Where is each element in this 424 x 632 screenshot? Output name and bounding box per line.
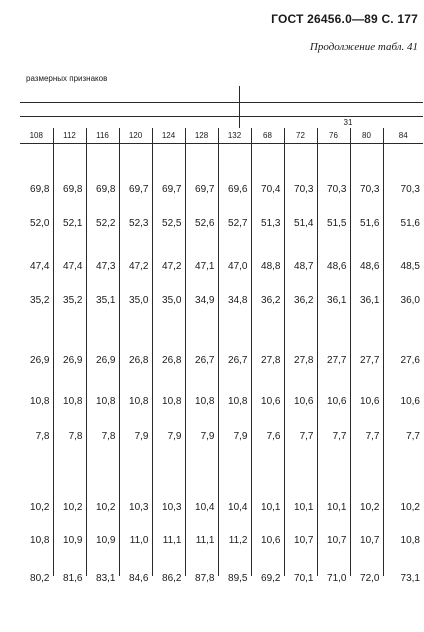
table-cell: 10,8 bbox=[30, 535, 50, 546]
table-cell: 10,1 bbox=[294, 502, 314, 513]
column-header: 116 bbox=[86, 128, 119, 144]
table-cell: 89,5 bbox=[228, 573, 248, 584]
column-header: 108 bbox=[20, 128, 53, 144]
table-cell: 48,6 bbox=[327, 261, 347, 272]
table-cell: 48,5 bbox=[400, 261, 420, 272]
table-cell: 11,0 bbox=[129, 535, 149, 546]
table-cell: 26,9 bbox=[96, 355, 116, 366]
table-cell: 70,3 bbox=[400, 184, 420, 195]
table-column-cell bbox=[20, 144, 53, 584]
table-column-cell bbox=[185, 144, 218, 584]
table-cell: 7,7 bbox=[299, 431, 314, 442]
table-cell: 10,4 bbox=[195, 502, 215, 513]
table-cell: 52,0 bbox=[30, 218, 50, 229]
table-cell: 69,7 bbox=[129, 184, 149, 195]
column-header: 120 bbox=[119, 128, 152, 144]
column-header: 76 bbox=[317, 128, 350, 144]
table-cell: 10,1 bbox=[261, 502, 281, 513]
column-header: 84 bbox=[383, 128, 423, 144]
table-caption: размерных признаков bbox=[26, 74, 108, 83]
table-cell: 84,6 bbox=[129, 573, 149, 584]
header-rule-top bbox=[20, 102, 423, 103]
table-cell: 7,7 bbox=[406, 431, 420, 442]
table-column-cell bbox=[119, 144, 152, 584]
table-cell: 10,6 bbox=[294, 396, 314, 407]
table-cell: 7,7 bbox=[332, 431, 347, 442]
table-cell: 70,1 bbox=[294, 573, 314, 584]
column-header: 132 bbox=[218, 128, 251, 144]
table-cell: 7,9 bbox=[200, 431, 215, 442]
table-cell: 51,3 bbox=[261, 218, 281, 229]
table-cell: 10,3 bbox=[162, 502, 182, 513]
table-continuation-label: Продолжение табл. 41 bbox=[309, 41, 418, 53]
table-column-cell bbox=[86, 144, 119, 584]
table-cell: 47,3 bbox=[96, 261, 116, 272]
table-cell: 36,1 bbox=[327, 295, 347, 306]
table-cell: 35,2 bbox=[30, 295, 50, 306]
table-cell: 10,8 bbox=[162, 396, 182, 407]
table-cell: 10,8 bbox=[30, 396, 50, 407]
table-cell: 27,8 bbox=[294, 355, 314, 366]
measurements-table bbox=[20, 128, 423, 584]
table-cell: 70,3 bbox=[360, 184, 380, 195]
table-cell: 52,6 bbox=[195, 218, 215, 229]
table-cell: 11,1 bbox=[162, 535, 182, 546]
table-cell: 10,2 bbox=[63, 502, 83, 513]
table-cell: 52,7 bbox=[228, 218, 248, 229]
table-cell: 47,4 bbox=[30, 261, 50, 272]
table-cell: 51,6 bbox=[400, 218, 420, 229]
column-header: 80 bbox=[350, 128, 383, 144]
table-cell: 11,2 bbox=[228, 535, 248, 546]
group-divider bbox=[239, 86, 240, 128]
table-column-cell bbox=[251, 144, 284, 584]
table-cell: 87,8 bbox=[195, 573, 215, 584]
table-cell: 86,2 bbox=[162, 573, 182, 584]
table-cell: 69,7 bbox=[162, 184, 182, 195]
table-cell: 26,8 bbox=[129, 355, 149, 366]
table-cell: 52,2 bbox=[96, 218, 116, 229]
table-column-cell bbox=[383, 144, 423, 584]
table-cell: 10,6 bbox=[400, 396, 420, 407]
table-cell: 34,8 bbox=[228, 295, 248, 306]
table-cell: 47,4 bbox=[63, 261, 83, 272]
table-cell: 26,7 bbox=[195, 355, 215, 366]
table-cell: 47,2 bbox=[129, 261, 149, 272]
table-cell: 10,8 bbox=[195, 396, 215, 407]
table-cell: 10,8 bbox=[228, 396, 248, 407]
table-cell: 27,6 bbox=[400, 355, 420, 366]
table-cell: 69,2 bbox=[261, 573, 281, 584]
table-cell: 51,6 bbox=[360, 218, 380, 229]
table-cell: 10,9 bbox=[63, 535, 83, 546]
table-cell: 10,7 bbox=[360, 535, 380, 546]
table-cell: 26,9 bbox=[63, 355, 83, 366]
table-cell: 10,8 bbox=[400, 535, 420, 546]
table-cell: 10,6 bbox=[261, 396, 281, 407]
table-cell: 48,7 bbox=[294, 261, 314, 272]
table-cell: 48,8 bbox=[261, 261, 281, 272]
table-cell: 10,8 bbox=[63, 396, 83, 407]
table-column-cell bbox=[218, 144, 251, 584]
table-cell: 27,7 bbox=[327, 355, 347, 366]
table-cell: 73,1 bbox=[400, 573, 420, 584]
table-cell: 10,1 bbox=[327, 502, 347, 513]
table-cell: 34,9 bbox=[195, 295, 215, 306]
table-cell: 69,6 bbox=[228, 184, 248, 195]
table-cell: 83,1 bbox=[96, 573, 116, 584]
column-header: 128 bbox=[185, 128, 218, 144]
table-cell: 35,2 bbox=[63, 295, 83, 306]
table-cell: 47,2 bbox=[162, 261, 182, 272]
table-cell: 10,6 bbox=[327, 396, 347, 407]
table-cell: 52,3 bbox=[129, 218, 149, 229]
table-cell: 52,1 bbox=[63, 218, 83, 229]
table-cell: 81,6 bbox=[63, 573, 83, 584]
table-column-cell bbox=[350, 144, 383, 584]
table-cell: 27,8 bbox=[261, 355, 281, 366]
table-cell: 47,0 bbox=[228, 261, 248, 272]
table-cell: 10,2 bbox=[360, 502, 380, 513]
table-cell: 26,9 bbox=[30, 355, 50, 366]
table-cell: 10,6 bbox=[261, 535, 281, 546]
table-cell: 10,3 bbox=[129, 502, 149, 513]
table-cell: 51,4 bbox=[294, 218, 314, 229]
column-header: 72 bbox=[284, 128, 317, 144]
table-cell: 10,4 bbox=[228, 502, 248, 513]
table-cell: 26,8 bbox=[162, 355, 182, 366]
table-cell: 26,7 bbox=[228, 355, 248, 366]
table-cell: 69,8 bbox=[30, 184, 50, 195]
table-cell: 35,1 bbox=[96, 295, 116, 306]
table-cell: 51,5 bbox=[327, 218, 347, 229]
table-cell: 10,2 bbox=[96, 502, 116, 513]
column-header-row bbox=[20, 128, 423, 144]
table-cell: 35,0 bbox=[162, 295, 182, 306]
table-cell: 52,5 bbox=[162, 218, 182, 229]
table-cell: 7,9 bbox=[167, 431, 182, 442]
table-cell: 10,7 bbox=[294, 535, 314, 546]
table-cell: 7,7 bbox=[365, 431, 380, 442]
size-group-label: 31 bbox=[343, 118, 353, 127]
table-cell: 10,6 bbox=[360, 396, 380, 407]
column-header: 68 bbox=[251, 128, 284, 144]
table-cell: 69,8 bbox=[96, 184, 116, 195]
table-cell: 10,8 bbox=[96, 396, 116, 407]
table-body-row bbox=[20, 144, 423, 577]
table-column-cell bbox=[317, 144, 350, 584]
table-cell: 7,8 bbox=[101, 431, 116, 442]
table-cell: 7,9 bbox=[233, 431, 248, 442]
table-cell: 69,8 bbox=[63, 184, 83, 195]
table-cell: 36,1 bbox=[360, 295, 380, 306]
table-cell: 10,2 bbox=[400, 502, 420, 513]
table-column-cell bbox=[152, 144, 185, 584]
table-cell: 71,0 bbox=[327, 573, 347, 584]
table-cell: 36,2 bbox=[294, 295, 314, 306]
table-cell: 70,3 bbox=[294, 184, 314, 195]
table-cell: 48,6 bbox=[360, 261, 380, 272]
table-cell: 7,6 bbox=[266, 431, 281, 442]
table-cell: 72,0 bbox=[360, 573, 380, 584]
table-cell: 27,7 bbox=[360, 355, 380, 366]
table-cell: 10,8 bbox=[129, 396, 149, 407]
table-cell: 10,7 bbox=[327, 535, 347, 546]
table-cell: 11,1 bbox=[195, 535, 215, 546]
table-cell: 80,2 bbox=[30, 573, 50, 584]
table-cell: 69,7 bbox=[195, 184, 215, 195]
column-header: 112 bbox=[53, 128, 86, 144]
table-column-cell bbox=[53, 144, 86, 584]
table-cell: 70,4 bbox=[261, 184, 281, 195]
header-rule-middle bbox=[20, 116, 423, 117]
table-cell: 70,3 bbox=[327, 184, 347, 195]
table-cell: 7,8 bbox=[35, 431, 50, 442]
table-column-cell bbox=[284, 144, 317, 584]
table-cell: 36,2 bbox=[261, 295, 281, 306]
column-header: 124 bbox=[152, 128, 185, 144]
table-cell: 10,2 bbox=[30, 502, 50, 513]
standard-reference: ГОСТ 26456.0—89 С. 177 bbox=[271, 12, 418, 26]
table-cell: 7,8 bbox=[68, 431, 83, 442]
table-cell: 36,0 bbox=[400, 295, 420, 306]
table-cell: 47,1 bbox=[195, 261, 215, 272]
table-cell: 35,0 bbox=[129, 295, 149, 306]
table-cell: 7,9 bbox=[134, 431, 149, 442]
table-cell: 10,9 bbox=[96, 535, 116, 546]
